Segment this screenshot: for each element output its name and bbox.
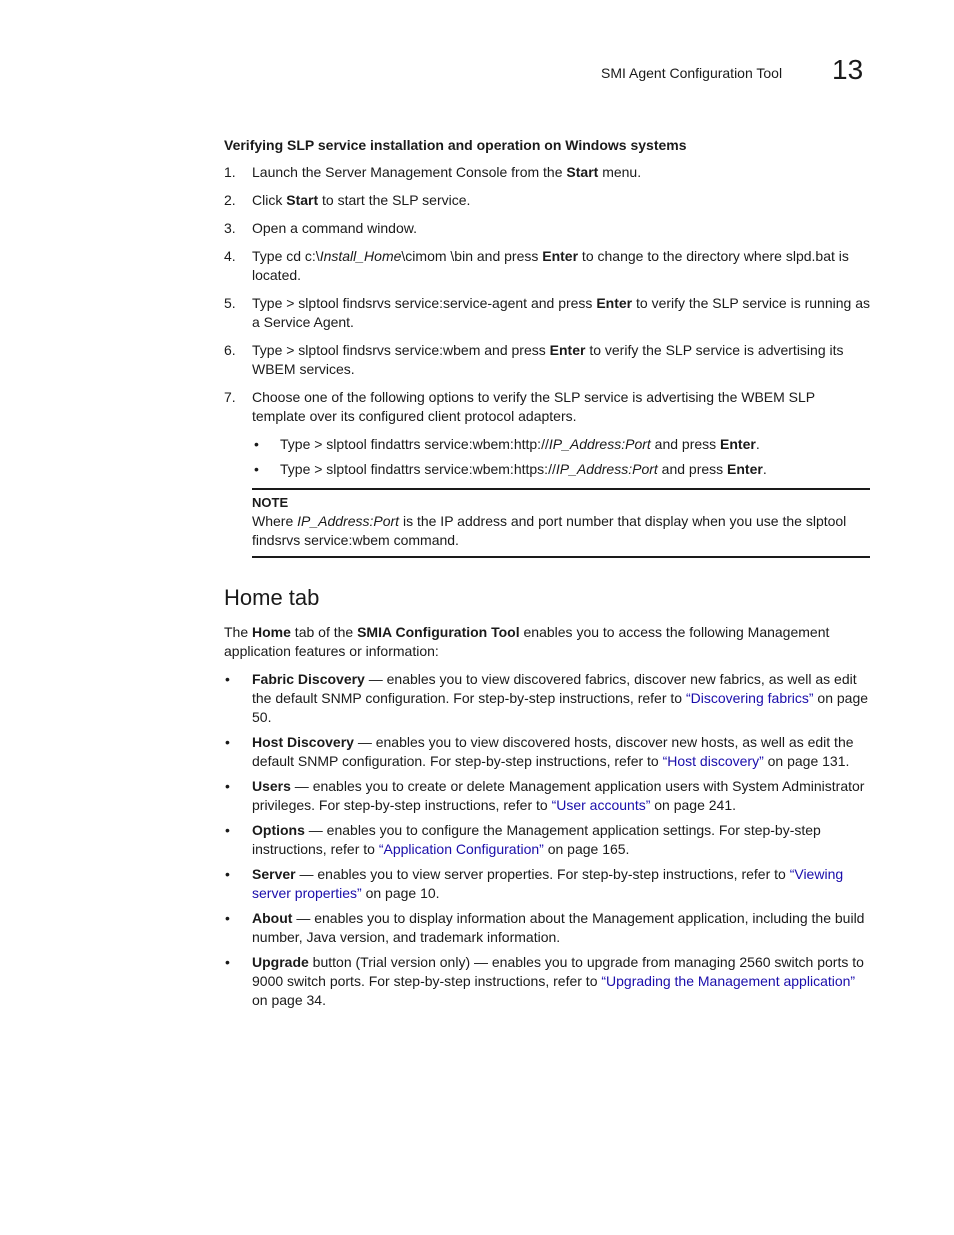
step-number: 4. [224, 248, 236, 264]
feature-text: button (Trial version only) — enables you to upgrade from managing 2560 switch ports to 9000 switch ports. For step-by-step instructions, refer to [252, 954, 864, 989]
bullet-icon: • [254, 436, 259, 452]
slp-steps [224, 163, 870, 479]
step-7 [224, 388, 870, 479]
option-text: Type > slptool findattrs service:wbem:https:// [280, 461, 556, 477]
step-text: \cimom \bin and press [401, 248, 543, 264]
note-label: NOTE [252, 495, 289, 510]
note-text-part: is the IP address and port number that display when you use the slptool findsrvs service:wbem command. [252, 513, 847, 548]
page-reference: on page 165. [543, 841, 630, 857]
option-text: . [762, 461, 767, 477]
step-text: to verify the SLP service is advertising its WBEM services. [252, 342, 844, 377]
option-http [252, 435, 870, 454]
feature-item [224, 865, 870, 903]
step-1 [224, 163, 870, 182]
ui-term: SMIA Configuration Tool [357, 624, 520, 640]
feature-item [224, 777, 870, 815]
page-reference: on page 34. [252, 992, 326, 1008]
bullet-icon: • [225, 822, 230, 838]
feature-text: — enables you to view discovered hosts, discover new hosts, as well as edit the default SNMP configuration. For step-by-step instructions, refer to [252, 734, 854, 769]
ui-term: Enter [549, 342, 586, 358]
step-3 [224, 219, 870, 238]
step-text: to change to the directory where slpd.bat is located. [252, 248, 849, 283]
feature-text: — enables you to view discovered fabrics, discover new fabrics, as well as edit the default SNMP configuration. For step-by-step instructions, refer to [252, 671, 857, 706]
feature-term: Host Discovery [252, 734, 354, 750]
option-text: and press [650, 436, 721, 452]
page-reference: on page 50. [252, 690, 869, 725]
section-title: Home tab [224, 585, 320, 610]
step-text: Click [252, 192, 287, 208]
option-text: . [755, 436, 760, 452]
slp-heading: Verifying SLP service installation and operation on Windows systems [224, 137, 687, 153]
feature-term: Options [252, 822, 305, 838]
cross-reference-link[interactable]: “User accounts” [551, 797, 651, 813]
bullet-icon: • [225, 954, 230, 970]
intro-text: The [224, 624, 253, 640]
step-number: 1. [224, 164, 236, 180]
step-text: Launch the Server Management Console from the [252, 164, 567, 180]
step-text: Type > slptool findsrvs service:wbem and press [252, 342, 550, 358]
cross-reference-link[interactable]: “Host discovery” [662, 753, 764, 769]
bullet-icon: • [225, 866, 230, 882]
bullet-icon: • [225, 671, 230, 687]
feature-term: Fabric Discovery [252, 671, 365, 687]
feature-text: — enables you to display information about the Management application, including the build number, Java version, and trademark information. [252, 910, 865, 945]
note-text [252, 512, 870, 550]
step-text: Type cd c:\ [252, 248, 320, 264]
step-text: Open a command window. [252, 220, 417, 236]
variable-text: IP_Address:Port [548, 436, 651, 452]
ui-term: Start [566, 164, 599, 180]
chapter-number: 13 [832, 54, 864, 85]
intro-paragraph [224, 623, 870, 661]
step-6 [224, 341, 870, 379]
note-box [252, 488, 870, 558]
bullet-icon: • [225, 734, 230, 750]
feature-text: — enables you to create or delete Management application users with System Administrator privileges. For step-by-step instructions, refer to [252, 778, 865, 813]
ui-term: Enter [596, 295, 633, 311]
option-text: Type > slptool findattrs service:wbem:http:// [280, 436, 549, 452]
option-text: and press [657, 461, 728, 477]
option-https [252, 460, 870, 479]
intro-text: tab of the [290, 624, 358, 640]
feature-item [224, 909, 870, 947]
ui-term: Enter [720, 436, 756, 452]
feature-list [224, 670, 870, 1010]
step-text: Type > slptool findsrvs service:service-agent and press [252, 295, 597, 311]
page-reference: on page 131. [763, 753, 850, 769]
ui-term: Start [286, 192, 319, 208]
step-2 [224, 191, 870, 210]
feature-item [224, 670, 870, 727]
variable-text: Install_Home [319, 248, 402, 264]
variable-text: IP_Address:Port [555, 461, 658, 477]
step-number: 3. [224, 220, 236, 236]
step-number: 2. [224, 192, 236, 208]
step-number: 6. [224, 342, 236, 358]
ui-term: Enter [542, 248, 579, 264]
feature-item [224, 821, 870, 859]
cross-reference-link[interactable]: “Upgrading the Management application” [601, 973, 856, 989]
step-number: 5. [224, 295, 236, 311]
cross-reference-link[interactable]: “Application Configuration” [378, 841, 544, 857]
step-number: 7. [224, 389, 236, 405]
intro-text: enables you to access the following Management application features or information: [224, 624, 830, 659]
ui-term: Home [252, 624, 291, 640]
cross-reference-link[interactable]: “Discovering fabrics” [685, 690, 814, 706]
step-5 [224, 294, 870, 332]
feature-term: Server [252, 866, 296, 882]
feature-term: Upgrade [252, 954, 309, 970]
note-text-part: Where [252, 513, 298, 529]
feature-term: Users [252, 778, 291, 794]
header-title: SMI Agent Configuration Tool [601, 65, 783, 81]
feature-item [224, 733, 870, 771]
variable-text: IP_Address:Port [297, 513, 400, 529]
step-text: to start the SLP service. [318, 192, 471, 208]
page-content [224, 136, 870, 1016]
feature-text: — enables you to view server properties. For step-by-step instructions, refer to [295, 866, 790, 882]
bullet-icon: • [254, 461, 259, 477]
bullet-icon: • [225, 778, 230, 794]
feature-text: — enables you to configure the Management application settings. For step-by-step instructions, refer to [252, 822, 821, 857]
cross-reference-link[interactable]: “Viewing server properties” [252, 866, 844, 901]
step-text: to verify the SLP service is running as a Service Agent. [252, 295, 870, 330]
step-text: Choose one of the following options to verify the SLP service is advertising the WBEM SLP template over its configured client protocol adapters. [252, 389, 815, 424]
ui-term: Enter [727, 461, 763, 477]
step-4 [224, 247, 870, 285]
feature-item [224, 953, 870, 1010]
page-reference: on page 241. [650, 797, 737, 813]
bullet-icon: • [225, 910, 230, 926]
page-reference: on page 10. [361, 885, 440, 901]
step-7-options [252, 435, 870, 479]
step-text: menu. [598, 164, 642, 180]
feature-term: About [252, 910, 293, 926]
